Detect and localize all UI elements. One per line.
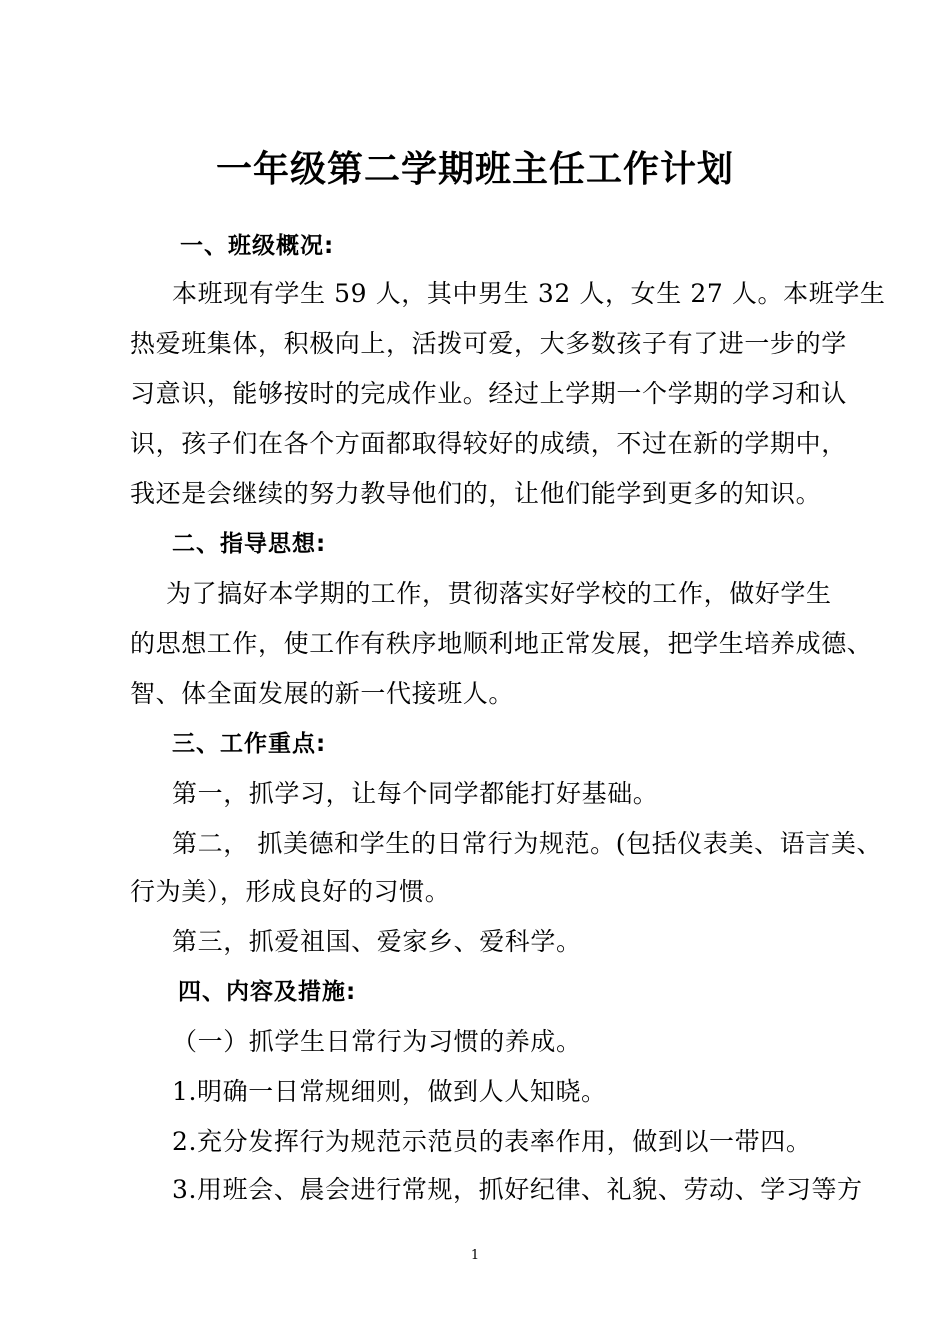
- paragraph-line: 行为美），形成良好的习惯。: [130, 877, 451, 906]
- section-heading-measures: 四、内容及措施:: [178, 979, 357, 1005]
- paragraph-line: 2.充分发挥行为规范示范员的表率作用，做到以一带四。: [172, 1127, 812, 1156]
- section-heading-work-focus: 三、工作重点:: [172, 731, 327, 757]
- paragraph-line: 本班现有学生 59 人，其中男生 32 人，女生 27 人。本班学生: [172, 279, 886, 308]
- paragraph-line: 3.用班会、晨会进行常规，抓好纪律、礼貌、劳动、学习等方: [172, 1175, 863, 1204]
- document-title: 一年级第二学期班主任工作计划: [215, 149, 734, 190]
- section-heading-guiding-idea: 二、指导思想:: [172, 531, 327, 557]
- section-heading-overview: 一、班级概况:: [180, 233, 335, 259]
- paragraph-line: 我还是会继续的努力教导他们的，让他们能学到更多的知识。: [130, 479, 822, 508]
- paragraph-line: 1.明确一日常规细则，做到人人知晓。: [172, 1077, 607, 1106]
- paragraph-line: 识，孩子们在各个方面都取得较好的成绩，不过在新的学期中，: [130, 429, 847, 458]
- paragraph-line: 第一，抓学习，让每个同学都能打好基础。: [172, 779, 659, 808]
- paragraph-line: 的思想工作，使工作有秩序地顺利地正常发展，把学生培养成德、: [130, 629, 873, 658]
- paragraph-line: 第三，抓爱祖国、爱家乡、爱科学。: [172, 927, 582, 956]
- paragraph-line: 习意识，能够按时的完成作业。经过上学期一个学期的学习和认: [130, 379, 847, 408]
- paragraph-line: 第二， 抓美德和学生的日常行为规范。(包括仪表美、语言美、: [172, 829, 883, 858]
- paragraph-line: 为了搞好本学期的工作，贯彻落实好学校的工作，做好学生: [166, 579, 832, 608]
- page-number: 1: [470, 1248, 480, 1263]
- paragraph-line: 智、体全面发展的新一代接班人。: [130, 679, 515, 708]
- paragraph-line: （一）抓学生日常行为习惯的养成。: [172, 1027, 582, 1056]
- paragraph-line: 热爱班集体，积极向上，活拨可爱，大多数孩子有了进一步的学: [130, 329, 847, 358]
